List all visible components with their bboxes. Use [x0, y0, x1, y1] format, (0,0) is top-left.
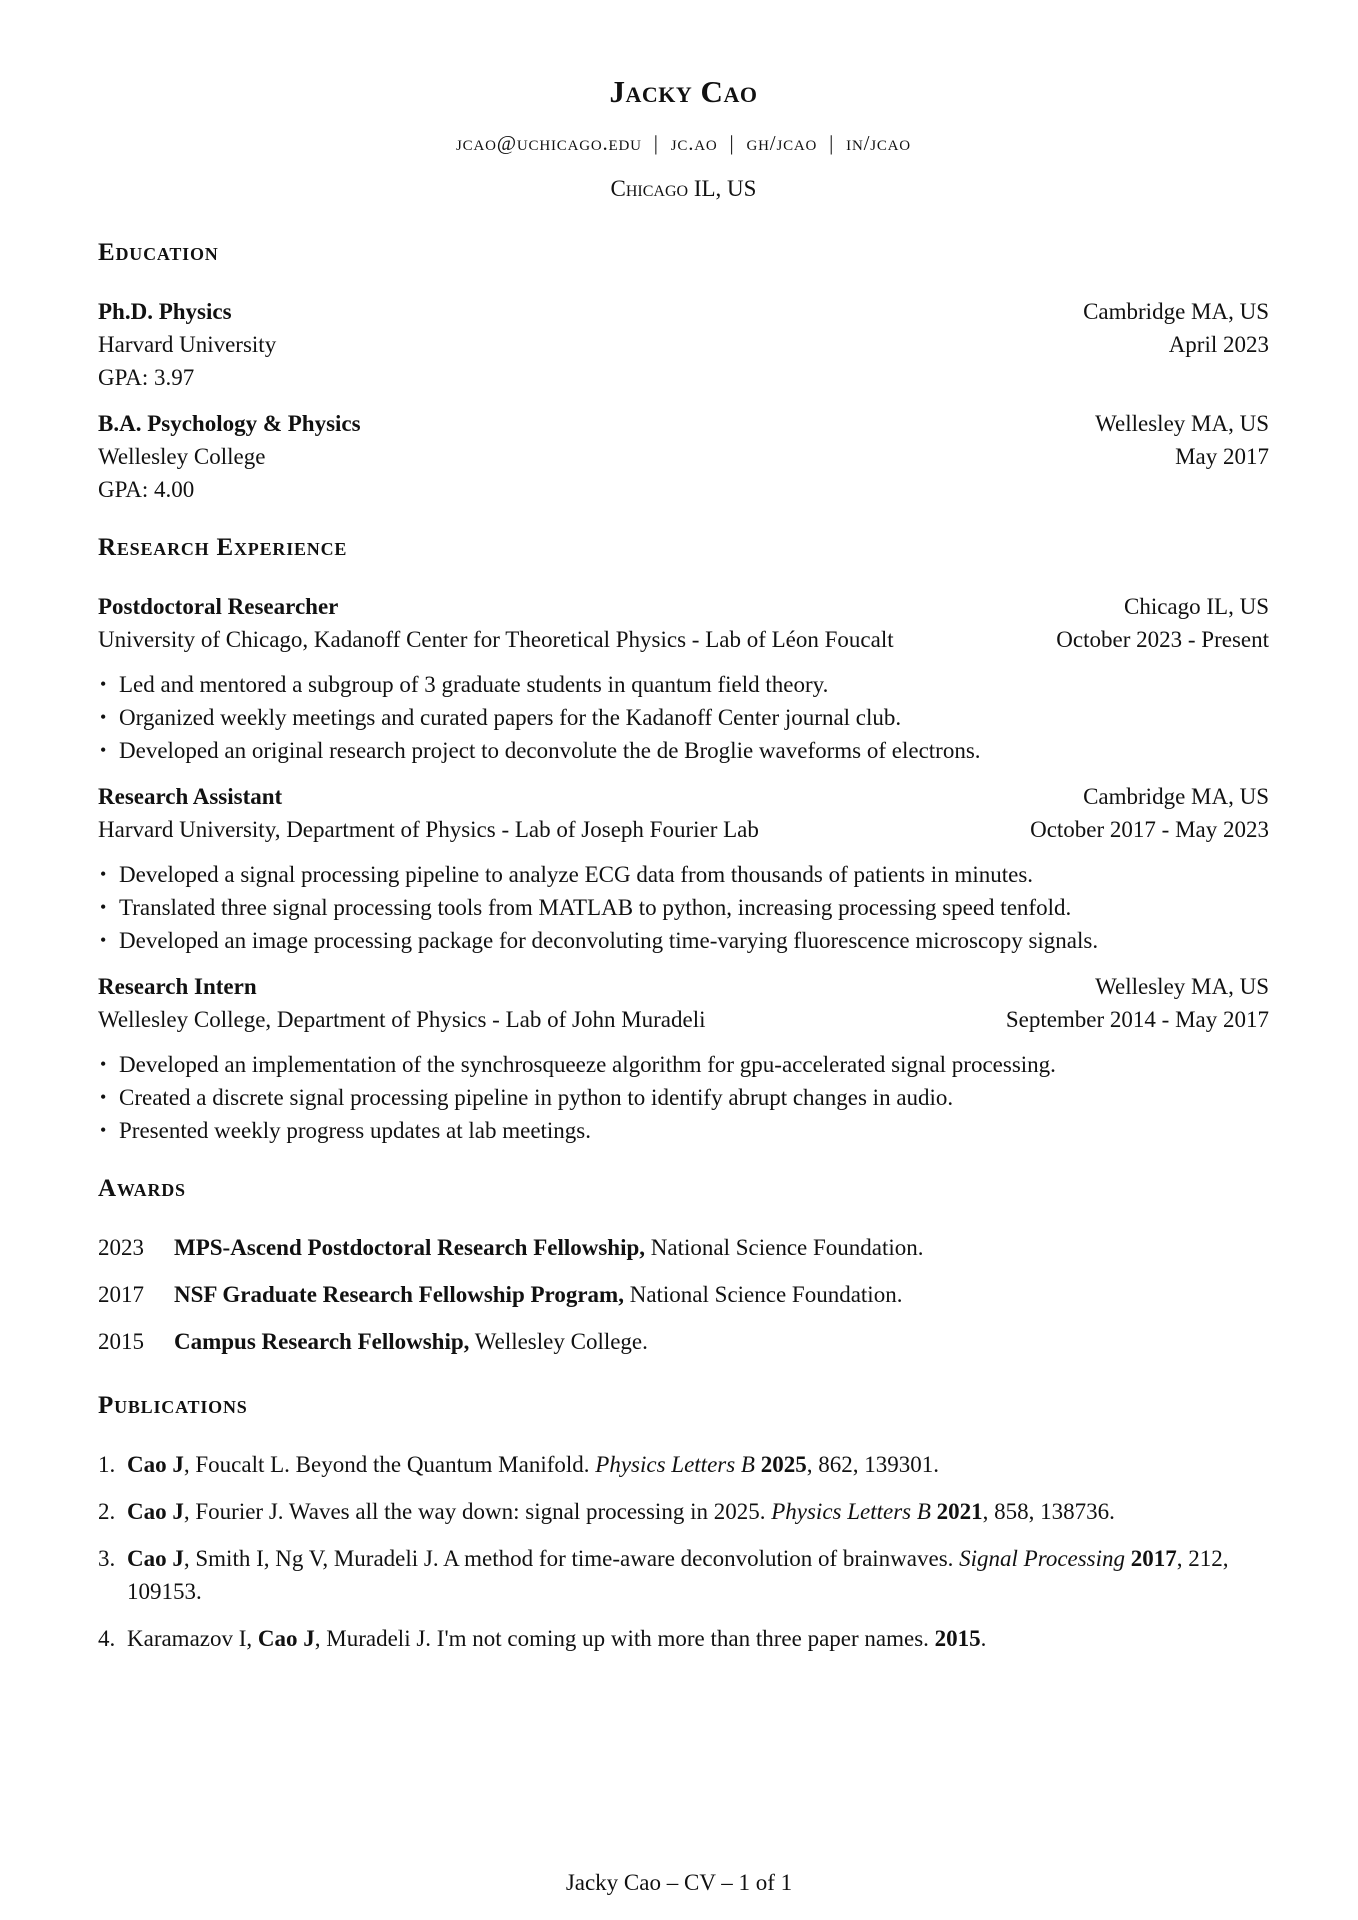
bullet-list [98, 858, 1269, 957]
award-name: Campus Research Fellowship, [174, 1329, 470, 1354]
pub-authors-before: Karamazov I, [127, 1626, 258, 1651]
degree: B.A. Psychology & Physics [98, 411, 361, 436]
research-section [98, 590, 1269, 1147]
page-footer: Jacky Cao – CV – 1 of 1 [565, 1870, 793, 1895]
bullet-list [98, 1048, 1269, 1147]
research-entry [98, 780, 1269, 957]
pub-number: 2. [98, 1499, 116, 1524]
cv-page [98, 70, 1269, 1669]
award-name: NSF Graduate Research Fellowship Program, [174, 1282, 624, 1307]
gpa: GPA: 3.97 [98, 365, 195, 390]
bullet-item: • Presented weekly progress updates at lab meetings. [98, 1114, 1269, 1147]
pub-title: Waves all the way down: signal processing in 2025. [288, 1499, 772, 1524]
education-section [98, 295, 1269, 506]
section-title-education: Education [98, 239, 219, 266]
email-link[interactable]: jcao@uchicago.edu [456, 131, 642, 155]
github-link[interactable]: gh/jcao [746, 131, 818, 155]
entry-location: Chicago IL, US [1123, 594, 1269, 619]
organization: Harvard University, Department of Physics - Lab of Joseph Fourier Lab [98, 817, 759, 842]
publications-section [98, 1448, 1269, 1655]
organization: Wellesley College, Department of Physics - Lab of John Muradeli [98, 1007, 706, 1032]
bullet-item: • Organized weekly meetings and curated papers for the Kadanoff Center journal club. [98, 701, 1269, 734]
school: Harvard University [98, 332, 277, 357]
separator: | [829, 131, 835, 155]
bullet-list [98, 668, 1269, 767]
education-entry [98, 295, 1269, 394]
entry-date: April 2023 [1168, 332, 1269, 357]
entry-location: Wellesley MA, US [1095, 974, 1269, 999]
award-org: National Science Foundation. [645, 1235, 924, 1260]
bullet-item: • Led and mentored a subgroup of 3 graduate students in quantum field theory. [98, 668, 1269, 701]
organization: University of Chicago, Kadanoff Center for Theoretical Physics - Lab of Léon Foucalt [98, 627, 894, 652]
linkedin-link[interactable]: in/jcao [846, 131, 911, 155]
pub-number: 1. [98, 1452, 116, 1477]
role: Research Assistant [98, 784, 283, 809]
bullet-item: • Developed an implementation of the synchrosqueeze algorithm for gpu-accelerated signal processing. [98, 1048, 1269, 1081]
pub-self-author: Cao J [127, 1452, 184, 1477]
role: Postdoctoral Researcher [98, 594, 339, 619]
bullet-item: • Created a discrete signal processing pipeline in python to identify abrupt changes in audio. [98, 1081, 1269, 1114]
section-title-publications: Publications [98, 1392, 248, 1419]
publication-item [98, 1495, 1269, 1528]
pub-authors: , Muradeli J. [314, 1626, 437, 1651]
bullet-item: • Developed an image processing package for deconvoluting time-varying fluorescence microscopy signals. [98, 924, 1269, 957]
pub-self-author: Cao J [127, 1499, 184, 1524]
pub-details: . [980, 1626, 987, 1651]
location: Chicago IL, US [610, 176, 757, 201]
bullet-item: • Developed an original research project to deconvolute the de Broglie waveforms of electrons. [98, 734, 1269, 767]
separator: | [653, 131, 659, 155]
education-entry [98, 407, 1269, 506]
section-title-research: Research Experience [98, 534, 348, 561]
pub-journal: Physics Letters B [595, 1452, 755, 1477]
pub-title: Beyond the Quantum Manifold. [295, 1452, 596, 1477]
award-item [98, 1325, 1269, 1358]
gpa: GPA: 4.00 [98, 477, 195, 502]
entry-location: Cambridge MA, US [1083, 784, 1269, 809]
pub-authors: , Fourier J. [183, 1499, 289, 1524]
school: Wellesley College [98, 444, 266, 469]
pub-self-author: Cao J [257, 1626, 315, 1651]
award-name: MPS-Ascend Postdoctoral Research Fellowship, [174, 1235, 646, 1260]
degree: Ph.D. Physics [98, 299, 232, 324]
pub-year: 2025 [760, 1452, 807, 1477]
pub-self-author: Cao J [127, 1546, 184, 1571]
entry-location: Cambridge MA, US [1083, 299, 1269, 324]
pub-details: , 858, 138736. [982, 1499, 1115, 1524]
entry-date: May 2017 [1175, 444, 1269, 469]
research-entry [98, 590, 1269, 767]
pub-number: 4. [98, 1626, 116, 1651]
award-year: 2015 [98, 1329, 144, 1354]
pub-year: 2017 [1130, 1546, 1177, 1571]
award-year: 2023 [98, 1235, 144, 1260]
entry-date: October 2023 - Present [1056, 627, 1269, 652]
pub-number: 3. [98, 1546, 116, 1571]
cv-name: Jacky Cao [609, 74, 758, 109]
pub-journal: Physics Letters B [771, 1499, 931, 1524]
pub-authors: , Smith I, Ng V, Muradeli J. [183, 1546, 444, 1571]
bullet-item: • Developed a signal processing pipeline to analyze ECG data from thousands of patients in minutes. [98, 858, 1269, 891]
bullet-item: • Translated three signal processing tools from MATLAB to python, increasing processing speed tenfold. [98, 891, 1269, 924]
publication-item [98, 1448, 1269, 1481]
entry-date: October 2017 - May 2023 [1030, 817, 1269, 842]
award-org: Wellesley College. [469, 1329, 648, 1354]
research-entry [98, 970, 1269, 1147]
pub-title: A method for time-aware deconvolution of brainwaves. [443, 1546, 960, 1571]
entry-location: Wellesley MA, US [1095, 411, 1269, 436]
publication-item [98, 1622, 1269, 1655]
pub-authors: , Foucalt L. [183, 1452, 296, 1477]
website-link[interactable]: jc.ao [670, 131, 718, 155]
role: Research Intern [98, 974, 257, 999]
pub-journal: Signal Processing [959, 1546, 1126, 1571]
entry-date: September 2014 - May 2017 [1005, 1007, 1269, 1032]
award-item [98, 1231, 1269, 1264]
award-year: 2017 [98, 1282, 144, 1307]
publication-item [98, 1542, 1269, 1608]
pub-title: I'm not coming up with more than three paper names. [436, 1626, 935, 1651]
contact-links [98, 128, 1269, 158]
section-title-awards: Awards [98, 1175, 186, 1202]
award-org: National Science Foundation. [623, 1282, 903, 1307]
pub-details: , 212, 109153. [127, 1546, 1229, 1604]
award-item [98, 1278, 1269, 1311]
pub-year: 2021 [936, 1499, 983, 1524]
pub-details: , 862, 139301. [806, 1452, 939, 1477]
awards-section [98, 1231, 1269, 1358]
separator: | [729, 131, 735, 155]
pub-year: 2015 [934, 1626, 981, 1651]
